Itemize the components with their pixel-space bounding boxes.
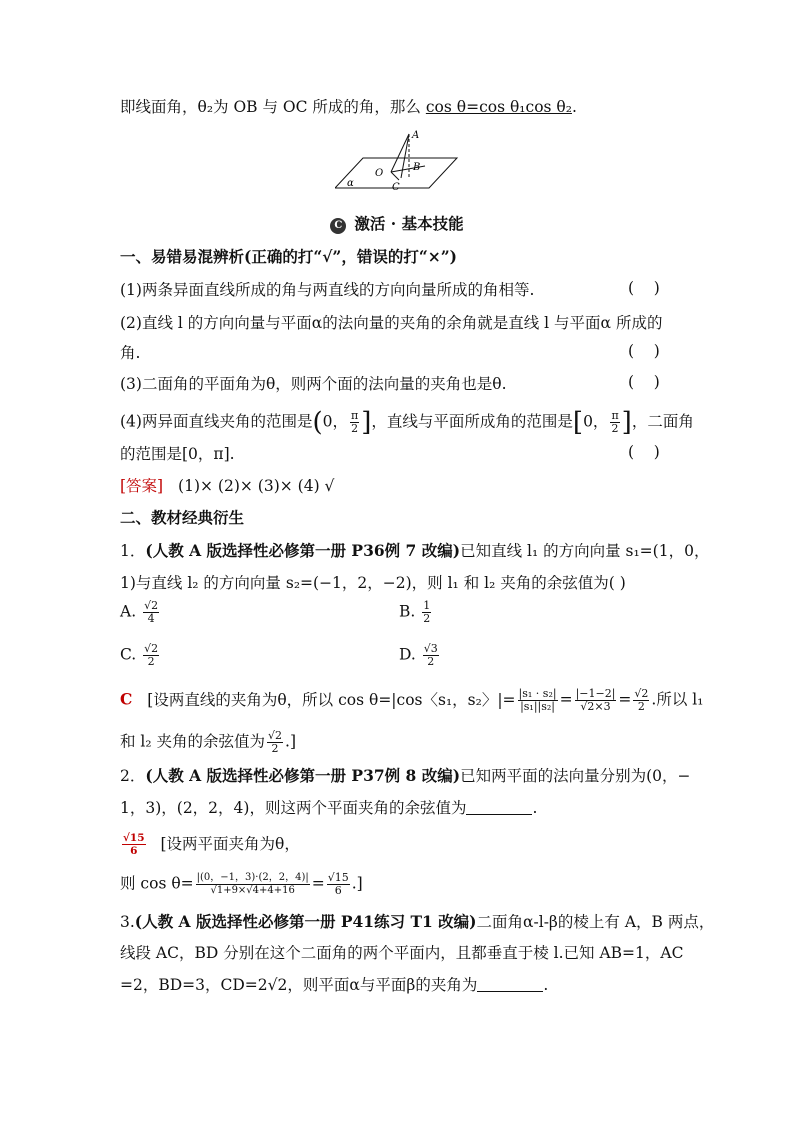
q1-line-1 bbox=[120, 540, 709, 562]
q2-text-1: 已知两平面的法向量分别为(0，− bbox=[460, 767, 691, 785]
bracket-close: ] bbox=[361, 407, 372, 438]
q1-sol-line2: 和 l₂ 夹角的余弦值为 bbox=[120, 732, 266, 751]
q2-sol-b: 则 cos θ= bbox=[120, 874, 194, 893]
q3-line-3: =2，BD=3，CD=2√2，则平面α与平面β的夹角为 . bbox=[120, 976, 549, 994]
q3-answer-blank[interactable] bbox=[477, 977, 543, 992]
item4-zero-1: 0， bbox=[322, 412, 348, 431]
q1-option-c[interactable]: C. $\frac{√2}{2}$ bbox=[120, 642, 159, 668]
intro-formula: cos θ=cos θ₁cos θ₂ bbox=[425, 98, 572, 116]
answer-label: [答案] bbox=[120, 477, 164, 495]
q1-frac-3: $\frac{√2}{2}$ bbox=[634, 687, 649, 713]
part1-heading: 一、易错易混辨析(正确的打“√”，错误的打“×”) bbox=[120, 247, 458, 266]
q1-answer-letter: C bbox=[120, 689, 133, 709]
item4-zero-2: 0， bbox=[583, 412, 609, 431]
q1-option-d[interactable]: D. $\frac{√3}{2}$ bbox=[399, 642, 438, 668]
label-o: O bbox=[375, 168, 384, 179]
q1-line-2: 1)与直线 l₂ 的方向向量 s₂=(−1，2，−2)，则 l₁ 和 l₂ 夹角的余弦值为( ) bbox=[120, 574, 626, 592]
answer-paren-4[interactable]: ( ) bbox=[628, 443, 660, 461]
q2-line-1 bbox=[120, 765, 690, 787]
item4-text-e: ，二面角 bbox=[631, 412, 694, 431]
q3-text-3: =2，BD=3，CD=2√2，则平面α与平面β的夹角为 bbox=[120, 976, 478, 994]
q2-source: (人教 A 版选择性必修第一册 P37例 8 改编) bbox=[145, 766, 461, 785]
q1-text-1: 已知直线 l₁ 的方向向量 s₁=(1，0， bbox=[460, 542, 710, 560]
frac-pi-over-2-b: $\frac{\pi}{2}$ bbox=[611, 409, 619, 435]
q1-sol-a: [设两直线的夹角为θ，所以 cos θ=|cos〈s₁，s₂〉|= bbox=[147, 690, 516, 709]
label-c: C bbox=[392, 182, 400, 193]
q1-option-a[interactable]: A. $\frac{√2}{4}$ bbox=[120, 599, 159, 625]
q3-line-2: 线段 AC，BD 分别在这个二面角的两个平面内，且都垂直于棱 l.已知 AB=1，AC bbox=[120, 944, 684, 962]
bracket-close-2: ] bbox=[621, 407, 632, 438]
q1-sol-b: .所以 l₁ bbox=[651, 690, 704, 709]
q1-frac-4: $\frac{√2}{2}$ bbox=[268, 729, 283, 755]
section-badge-icon: C bbox=[330, 218, 346, 234]
q1-source: (人教 A 版选择性必修第一册 P36例 7 改编) bbox=[145, 541, 461, 560]
section-title: 激活 · 基本技能 bbox=[354, 214, 464, 233]
part1-answer bbox=[120, 475, 334, 497]
q1-solution-line-2: 和 l₂ 夹角的余弦值为 $\frac{√2}{2}$ .] bbox=[120, 729, 297, 755]
part1-item-3: (3)二面角的平面角为θ，则两个面的法向量的夹角也是θ. bbox=[120, 375, 507, 393]
q2-solution-line-1 bbox=[120, 832, 300, 857]
item4-text-c: ，直线与平面所成角的范围是 bbox=[371, 412, 573, 431]
label-a: A bbox=[412, 130, 420, 141]
q3-number: 3. bbox=[120, 913, 135, 931]
q1-number: 1． bbox=[120, 542, 146, 560]
q2-frac-2: $\frac{√15}{6}$ bbox=[327, 871, 349, 897]
q3-source: (人教 A 版选择性必修第一册 P41练习 T1 改编) bbox=[134, 912, 477, 931]
q2-solution-line-2: 则 cos θ= $\frac{|(0,-1,3)\cdot(2,2,4)|}{√1+9\times√4+4+16}$ = $\frac{√15}{6}$ .] bbox=[120, 871, 363, 897]
label-b: B bbox=[413, 162, 421, 173]
q2-line-2: 1，3)，(2，2，4)，则这两个平面夹角的余弦值为 . bbox=[120, 799, 538, 817]
answer-paren-1[interactable]: ( ) bbox=[628, 279, 660, 297]
q3-text-1: 二面角α-l-β的棱上有 A，B 两点， bbox=[476, 913, 715, 931]
q2-text-2: 1，3)，(2，2，4)，则这两个平面夹角的余弦值为 bbox=[120, 799, 467, 817]
q1-frac-2: $\frac{|-1-2|}{√2\times 3}$ bbox=[575, 687, 616, 713]
part1-item-2-cont: 角. bbox=[120, 344, 141, 362]
answer-text: (1)× (2)× (3)× (4) √ bbox=[178, 477, 335, 495]
answer-paren-2[interactable]: ( ) bbox=[628, 342, 660, 360]
label-alpha: α bbox=[347, 178, 354, 189]
line-ao bbox=[391, 134, 409, 172]
q2-answer-frac: $\frac{√15}{6}$ bbox=[123, 832, 145, 857]
part1-item-1: (1)两条异面直线所成的角与两直线的方向向量所成的角相等. bbox=[120, 281, 535, 299]
q1-option-b[interactable]: B. $\frac{1}{2}$ bbox=[399, 599, 431, 625]
item4-text-a: (4)两异面直线夹角的范围是 bbox=[120, 412, 313, 431]
answer-paren-3[interactable]: ( ) bbox=[628, 373, 660, 391]
q1-solution-line-1: C [设两直线的夹角为θ，所以 cos θ=|cos〈s₁，s₂〉|= $\frac{\text{|s₁ · s₂|}}{\text{|s₁||s₂|}}$ = $\frac{|-1-2|}{√2\times 3}$ = $\frac{√2}{2}$ .所以 l₁ bbox=[120, 687, 704, 713]
part1-item-2: (2)直线 l 的方向向量与平面α的法向量的夹角的余角就是直线 l 与平面α 所成的 bbox=[120, 314, 663, 332]
part1-item-4-cont: 的范围是[0，π]. bbox=[120, 445, 235, 463]
frac-pi-over-2-a: $\frac{\pi}{2}$ bbox=[351, 409, 359, 435]
section-header bbox=[0, 212, 794, 234]
intro-line: 即线面角，θ₂为 OB 与 OC 所成的角，那么 cos θ=cos θ₁cos θ₂. bbox=[120, 98, 577, 116]
bracket-open: [ bbox=[572, 407, 584, 438]
q1-frac-1: $\frac{\text{|s₁ · s₂|}}{\text{|s₁||s₂|}}$ bbox=[518, 687, 557, 713]
part1-item-4 bbox=[120, 407, 694, 438]
part2-heading: 二、教材经典衍生 bbox=[120, 508, 245, 527]
intro-text: 即线面角，θ₂为 OB 与 OC 所成的角，那么 bbox=[120, 98, 421, 116]
q3-line-1 bbox=[120, 911, 714, 933]
q2-number: 2． bbox=[120, 767, 146, 785]
q2-frac-1: $\frac{|(0,-1,3)\cdot(2,2,4)|}{√1+9\times√4+4+16}$ bbox=[196, 872, 309, 896]
q2-answer-blank[interactable] bbox=[466, 800, 532, 815]
q2-sol-a: [设两平面夹角为θ， bbox=[160, 834, 300, 853]
paren-open: ( bbox=[312, 407, 323, 438]
plane-figure bbox=[335, 128, 465, 196]
